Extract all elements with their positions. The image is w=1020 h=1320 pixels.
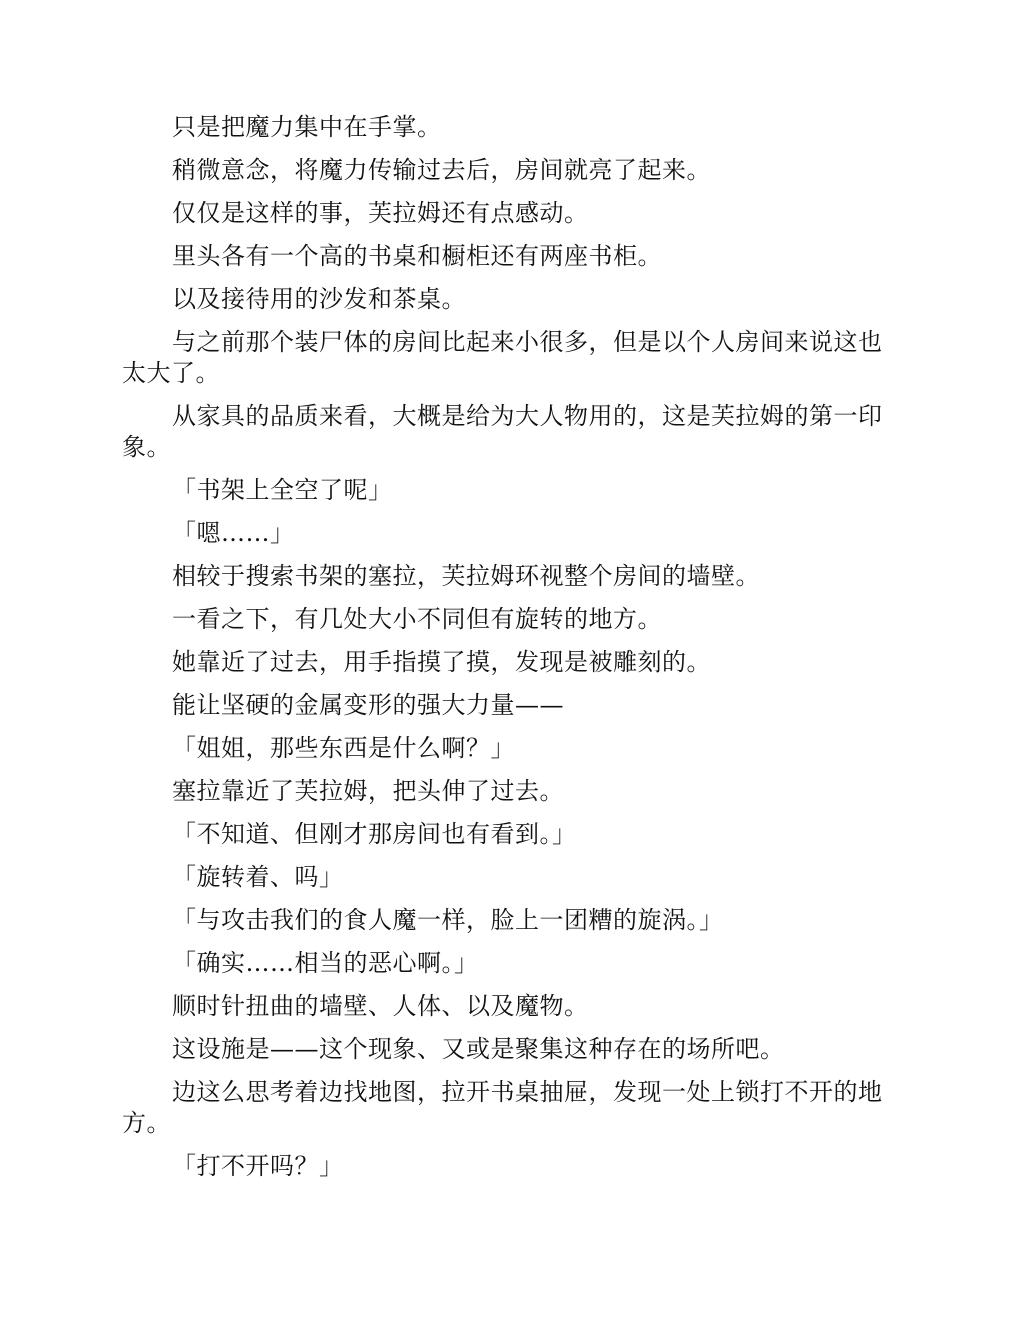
dialogue-line: 「与攻击我们的食人魔一样，脸上一团糟的旋涡。」 (172, 906, 724, 934)
paragraph: 一看之下，有几处大小不同但有旋转的地方。 (172, 605, 662, 633)
dialogue-line: 「姐姐，那些东西是什么啊？」 (172, 734, 515, 762)
paragraph: 她靠近了过去，用手指摸了摸，发现是被雕刻的。 (172, 648, 711, 676)
paragraph: 与之前那个装尸体的房间比起来小很多，但是以个人房间来说这也太大了。 (122, 328, 883, 387)
paragraph: 仅仅是这样的事，芙拉姆还有点感动。 (172, 199, 589, 227)
dialogue-line: 「打不开吗？」 (172, 1152, 344, 1180)
paragraph: 能让坚硬的金属变形的强大力量—— (172, 691, 564, 719)
paragraph: 以及接待用的沙发和茶桌。 (172, 285, 466, 313)
paragraph: 相较于搜索书架的塞拉，芙拉姆环视整个房间的墙壁。 (172, 562, 760, 590)
paragraph: 顺时针扭曲的墙壁、人体、以及魔物。 (172, 992, 589, 1020)
dialogue-line: 「嗯……」 (172, 519, 295, 547)
paragraph: 边这么思考着边找地图，拉开书桌抽屉，发现一处上锁打不开的地方。 (122, 1078, 883, 1137)
paragraph: 这设施是——这个现象、又或是聚集这种存在的场所吧。 (172, 1035, 785, 1063)
paragraph: 里头各有一个高的书桌和橱柜还有两座书柜。 (172, 242, 662, 270)
dialogue-line: 「书架上全空了呢」 (172, 476, 393, 504)
paragraph: 塞拉靠近了芙拉姆，把头伸了过去。 (172, 777, 564, 805)
paragraph: 从家具的品质来看，大概是给为大人物用的，这是芙拉姆的第一印象。 (122, 402, 883, 461)
paragraph: 只是把魔力集中在手掌。 (172, 113, 442, 141)
dialogue-line: 「确实……相当的恶心啊。」 (172, 949, 479, 977)
dialogue-line: 「旋转着、吗」 (172, 863, 344, 891)
dialogue-line: 「不知道、但刚才那房间也有看到。」 (172, 820, 577, 848)
paragraph: 稍微意念，将魔力传输过去后，房间就亮了起来。 (172, 156, 711, 184)
text-body (122, 112, 898, 1194)
